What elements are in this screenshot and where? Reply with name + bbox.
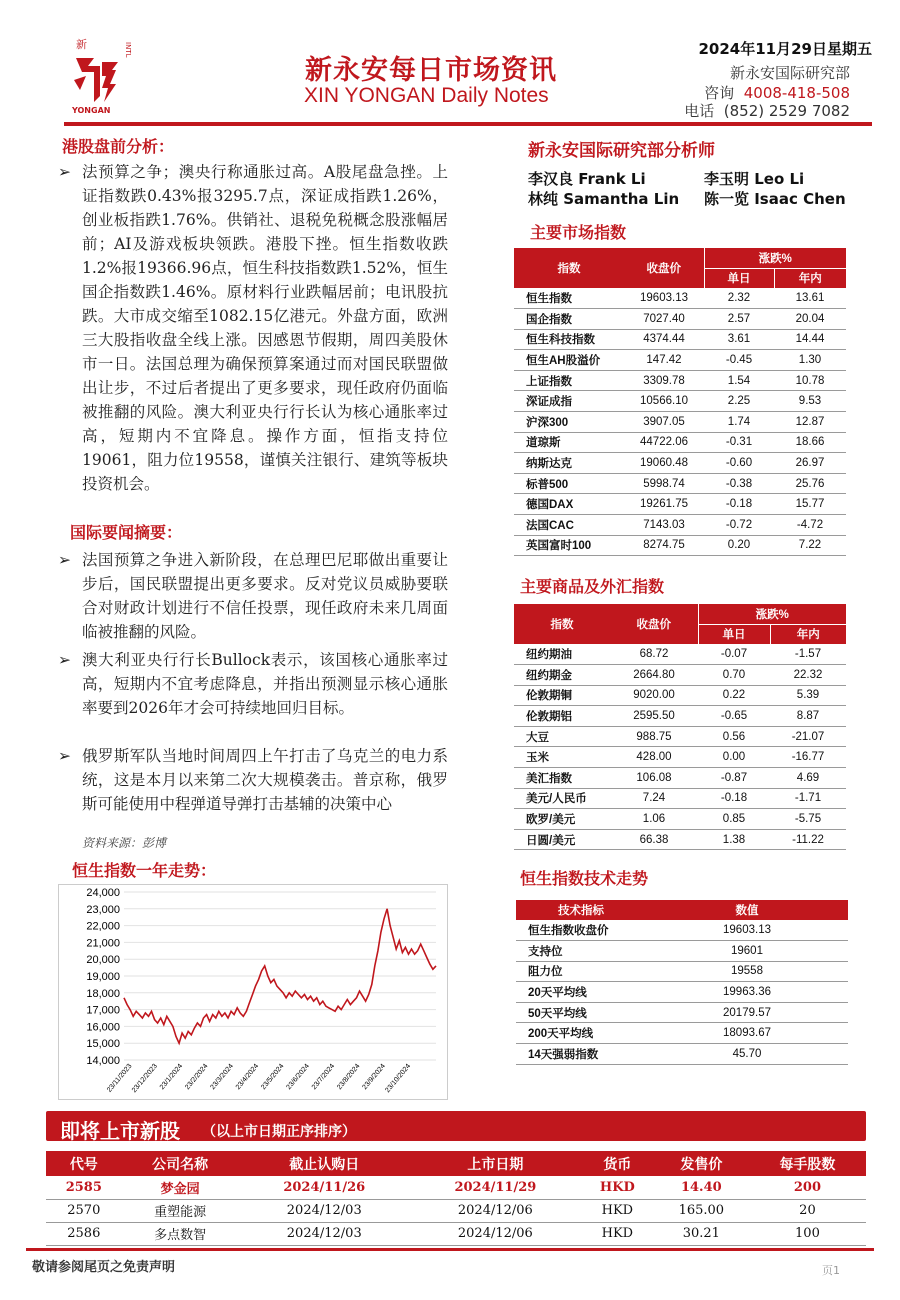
index-name: 德国DAX <box>514 494 624 515</box>
close-value: 9020.00 <box>610 685 698 706</box>
commodities-title: 主要商品及外汇指数 <box>520 577 665 596</box>
indicator-name: 恒生指数收盘价 <box>516 920 646 941</box>
col-header-change: 涨跌% <box>704 248 846 268</box>
close-value: 4374.44 <box>624 329 704 350</box>
y-tick-label: 16,000 <box>86 1021 120 1034</box>
ipo-col-header: 货币 <box>581 1151 654 1176</box>
y-tick-label: 17,000 <box>86 1004 120 1017</box>
day-change: 2.32 <box>704 288 774 309</box>
ipo-cell: 2024/12/03 <box>239 1199 410 1222</box>
bullet-arrow-icon: ➢ <box>58 551 71 569</box>
ytd-change: 4.69 <box>770 768 846 789</box>
ipo-cell: 20 <box>749 1199 866 1222</box>
table-row <box>516 941 848 962</box>
phone-number: (852) 2529 7082 <box>723 102 850 120</box>
table-row <box>516 961 848 982</box>
ytd-change: 9.53 <box>774 391 846 412</box>
table-row <box>514 453 846 474</box>
ytd-change: 26.97 <box>774 453 846 474</box>
close-value: 428.00 <box>610 747 698 768</box>
close-value: 5998.74 <box>624 473 704 494</box>
logo-text-side: INTL <box>124 42 132 58</box>
ytd-change: -11.22 <box>770 829 846 850</box>
day-change: -0.18 <box>698 788 770 809</box>
table-row <box>514 747 846 768</box>
index-name: 深证成指 <box>514 391 624 412</box>
index-name: 欧罗/美元 <box>514 809 610 830</box>
index-name: 恒生科技指数 <box>514 329 624 350</box>
day-change: -0.87 <box>698 768 770 789</box>
ipo-col-header: 公司名称 <box>122 1151 239 1176</box>
company-logo <box>66 36 134 116</box>
index-name: 恒生AH股溢价 <box>514 350 624 371</box>
close-value: 7143.03 <box>624 515 704 536</box>
close-value: 68.72 <box>610 644 698 665</box>
day-change: -0.72 <box>704 515 774 536</box>
report-title-en: XIN YONGAN Daily Notes <box>304 84 549 107</box>
ipo-cell: 2570 <box>46 1199 122 1222</box>
x-tick-label: 23/8/2024 <box>336 1062 362 1092</box>
col-header-close: 收盘价 <box>624 248 704 288</box>
close-value: 7027.40 <box>624 309 704 330</box>
report-title-cn: 新永安每日市场资讯 <box>305 55 557 86</box>
bullet-arrow-icon: ➢ <box>58 163 71 181</box>
x-tick-label: 23/4/2024 <box>234 1062 261 1092</box>
table-row <box>514 706 846 727</box>
ipo-cell: 100 <box>749 1222 866 1245</box>
day-change: 0.22 <box>698 685 770 706</box>
ytd-change: -5.75 <box>770 809 846 830</box>
y-tick-label: 14,000 <box>86 1055 120 1067</box>
disclaimer-note: 敬请参阅尾页之免责声明 <box>32 1260 176 1275</box>
indicator-value: 20179.57 <box>646 1002 848 1023</box>
col-header-index: 指数 <box>514 248 624 288</box>
ipo-row <box>46 1176 866 1199</box>
close-value: 106.08 <box>610 768 698 789</box>
day-change: -0.07 <box>698 644 770 665</box>
x-tick-label: 23/10/2024 <box>384 1062 413 1095</box>
y-tick-label: 19,000 <box>86 971 120 983</box>
ipo-cell: 2024/12/06 <box>410 1199 581 1222</box>
consult-label: 咨询 <box>704 84 735 102</box>
technical-table <box>516 900 848 1065</box>
col-header-close: 收盘价 <box>610 604 698 644</box>
col-header-change: 涨跌% <box>698 604 846 624</box>
hk-analysis-text: 法预算之争；澳央行称通胀过高。A股尾盘急挫。上证指数跌0.43%报3295.7点，深证成指跌1.26%，创业板指跌1.76%。供销社、退税免税概念股涨幅居前；AI及游戏板块领跌。港股下挫。恒生指数收跌1.2%报19366.96点，恒生科技指数跌1.52%，恒生国企指数跌1.46%。原材料行业跌幅居前；电讯股抗跌。大市成交缩至1082.15亿港元。外盘方面，欧洲三大股指收盘全线上涨。因感恩节假期，周四美股休市一日。法国总理为确保预算案通过而对国民联盟做出让步，不过后者提出了更多要求，现任政府仍面临被推翻的风险。澳大利亚央行行长认为核心通胀率过高，短期内不宜降息。操作方面，恒指支持位19061，阻力位19558，谨慎关注银行、建筑等板块投资机会。 <box>82 163 448 493</box>
index-name: 沪深300 <box>514 412 624 433</box>
col-header-day: 单日 <box>698 624 770 644</box>
index-name: 国企指数 <box>514 309 624 330</box>
ipo-cell: 2024/12/03 <box>239 1222 410 1245</box>
intl-news-item <box>58 548 448 644</box>
indicator-name: 200天平均线 <box>516 1023 646 1044</box>
ytd-change: 5.39 <box>770 685 846 706</box>
index-name: 标普500 <box>514 473 624 494</box>
table-row <box>514 329 846 350</box>
ytd-change: 22.32 <box>770 665 846 686</box>
report-date: 2024年11月29日星期五 <box>698 40 872 58</box>
index-name: 恒生指数 <box>514 288 624 309</box>
indicator-value: 45.70 <box>646 1044 848 1065</box>
table-row <box>514 535 846 556</box>
close-value: 66.38 <box>610 829 698 850</box>
index-name: 玉米 <box>514 747 610 768</box>
day-change: -0.38 <box>704 473 774 494</box>
x-tick-label: 23/6/2024 <box>285 1062 311 1092</box>
news-source: 资料来源：彭博 <box>82 836 167 850</box>
phone-line <box>684 100 850 121</box>
table-row <box>514 726 846 747</box>
ipo-cell: 165.00 <box>654 1199 749 1222</box>
analyst-name: 李玉明 Leo Li <box>704 170 805 188</box>
index-name: 日圆/美元 <box>514 829 610 850</box>
analyst-name: 陈一览 Isaac Chen <box>704 190 846 208</box>
col-header-ytd: 年内 <box>774 268 846 288</box>
y-tick-label: 22,000 <box>86 920 120 933</box>
y-tick-label: 20,000 <box>86 954 120 967</box>
table-row <box>514 309 846 330</box>
ytd-change: -21.07 <box>770 726 846 747</box>
col-header-index: 指数 <box>514 604 610 644</box>
day-change: -0.60 <box>704 453 774 474</box>
table-row <box>514 370 846 391</box>
table-row <box>514 473 846 494</box>
index-name: 英国富时100 <box>514 535 624 556</box>
ipo-cell: 200 <box>749 1176 866 1199</box>
x-tick-label: 23/9/2024 <box>361 1062 387 1092</box>
indicator-name: 14天强弱指数 <box>516 1044 646 1065</box>
indicator-value: 19558 <box>646 961 848 982</box>
table-row <box>514 829 846 850</box>
table-row <box>514 644 846 665</box>
ipo-cell: 多点数智 <box>122 1222 239 1245</box>
ipo-cell: 重塑能源 <box>122 1199 239 1222</box>
col-header-day: 单日 <box>704 268 774 288</box>
day-change: 0.85 <box>698 809 770 830</box>
ytd-change: -16.77 <box>770 747 846 768</box>
close-value: 2595.50 <box>610 706 698 727</box>
analyst-name: 林纯 Samantha Lin <box>528 190 680 208</box>
index-name: 大豆 <box>514 726 610 747</box>
ipo-cell: HKD <box>581 1176 654 1199</box>
indicator-value: 19603.13 <box>646 920 848 941</box>
x-tick-label: 23/5/2024 <box>260 1062 286 1092</box>
y-tick-label: 23,000 <box>86 903 120 916</box>
close-value: 19261.75 <box>624 494 704 515</box>
organization-name: 新永安国际研究部 <box>729 64 850 82</box>
day-change: 0.70 <box>698 665 770 686</box>
commodities-table <box>514 604 846 850</box>
y-tick-label: 15,000 <box>86 1038 120 1051</box>
close-value: 147.42 <box>624 350 704 371</box>
y-tick-label: 24,000 <box>86 887 120 899</box>
index-name: 道琼斯 <box>514 432 624 453</box>
ytd-change: -1.57 <box>770 644 846 665</box>
page-number: 页1 <box>822 1264 840 1277</box>
close-value: 2664.80 <box>610 665 698 686</box>
day-change: 0.20 <box>704 535 774 556</box>
intl-news-item <box>58 648 448 720</box>
ipo-row <box>46 1222 866 1245</box>
x-tick-label: 23/1/2024 <box>158 1062 185 1092</box>
ipo-cell: HKD <box>581 1222 654 1245</box>
day-change: 1.74 <box>704 412 774 433</box>
day-change: 0.56 <box>698 726 770 747</box>
hk-analysis-paragraph <box>58 160 448 496</box>
ipo-cell: 2024/11/26 <box>239 1176 410 1199</box>
day-change: 2.25 <box>704 391 774 412</box>
table-row <box>516 1023 848 1044</box>
ipo-cell: 2586 <box>46 1222 122 1245</box>
indicator-name: 支持位 <box>516 941 646 962</box>
table-row <box>514 391 846 412</box>
ytd-change: 10.78 <box>774 370 846 391</box>
index-name: 美汇指数 <box>514 768 610 789</box>
close-value: 10566.10 <box>624 391 704 412</box>
close-value: 44722.06 <box>624 432 704 453</box>
ytd-change: 18.66 <box>774 432 846 453</box>
table-row <box>514 665 846 686</box>
ytd-change: 12.87 <box>774 412 846 433</box>
ytd-change: -4.72 <box>774 515 846 536</box>
table-row <box>514 494 846 515</box>
header-divider <box>64 122 872 126</box>
bullet-arrow-icon: ➢ <box>58 747 71 765</box>
ipo-col-header: 每手股数 <box>749 1151 866 1176</box>
col-header-ytd: 年内 <box>770 624 846 644</box>
y-tick-label: 21,000 <box>86 937 120 950</box>
hk-analysis-title: 港股盘前分析： <box>62 137 175 156</box>
table-row <box>514 768 846 789</box>
footer-divider <box>26 1248 874 1251</box>
ytd-change: 13.61 <box>774 288 846 309</box>
indicator-name: 阻力位 <box>516 961 646 982</box>
table-row <box>516 1002 848 1023</box>
x-tick-label: 23/12/2023 <box>130 1062 159 1095</box>
ipo-col-header: 上市日期 <box>410 1151 581 1176</box>
ytd-change: 7.22 <box>774 535 846 556</box>
ipo-cell: 梦金园 <box>122 1176 239 1199</box>
ytd-change: 15.77 <box>774 494 846 515</box>
table-row <box>514 350 846 371</box>
x-tick-label: 23/2/2024 <box>184 1062 210 1092</box>
col-header-value: 数值 <box>646 900 848 920</box>
index-name: 法国CAC <box>514 515 624 536</box>
ytd-change: 14.44 <box>774 329 846 350</box>
intl-news-text: 法国预算之争进入新阶段，在总理巴尼耶做出重要让步后，国民联盟提出更多要求。反对党议员威胁要联合对财政计划进行不信任投票，现任政府未来几周面临被推翻的风险。 <box>82 551 448 641</box>
close-value: 19060.48 <box>624 453 704 474</box>
close-value: 3309.78 <box>624 370 704 391</box>
phone-label: 电话 <box>684 102 715 120</box>
intl-news-item <box>58 744 448 816</box>
day-change: -0.18 <box>704 494 774 515</box>
consult-number: 4008-418-508 <box>743 84 850 102</box>
table-row <box>514 788 846 809</box>
intl-news-title: 国际要闻摘要： <box>70 523 183 542</box>
indicator-value: 19601 <box>646 941 848 962</box>
x-tick-label: 23/11/2023 <box>105 1062 134 1094</box>
close-value: 988.75 <box>610 726 698 747</box>
ipo-subtitle: （以上市日期正序排序） <box>202 1124 356 1140</box>
close-value: 1.06 <box>610 809 698 830</box>
col-header-indicator: 技术指标 <box>516 900 646 920</box>
day-change: 3.61 <box>704 329 774 350</box>
indicator-value: 18093.67 <box>646 1023 848 1044</box>
ytd-change: -1.71 <box>770 788 846 809</box>
hsi-one-year-chart <box>58 884 448 1100</box>
table-row <box>516 1044 848 1065</box>
y-tick-label: 18,000 <box>86 987 120 1000</box>
ipo-table <box>46 1151 866 1246</box>
ipo-cell: 14.40 <box>654 1176 749 1199</box>
chart-title: 恒生指数一年走势： <box>72 861 217 880</box>
analysts-title: 新永安国际研究部分析师 <box>528 141 715 161</box>
index-name: 纳斯达克 <box>514 453 624 474</box>
ipo-cell: 2585 <box>46 1176 122 1199</box>
ipo-cell: 30.21 <box>654 1222 749 1245</box>
indicator-name: 50天平均线 <box>516 1002 646 1023</box>
market-indices-title: 主要市场指数 <box>530 223 627 242</box>
ipo-title: 即将上市新股 <box>60 1119 180 1143</box>
intl-news-text: 澳大利亚央行行长Bullock表示，该国核心通胀率过高，短期内不宜考虑降息，并指出预测显示核心通胀率要到2026年才会可持续地回归目标。 <box>82 651 448 717</box>
ytd-change: 20.04 <box>774 309 846 330</box>
ipo-col-header: 截止认购日 <box>239 1151 410 1176</box>
logo-text-top: 新 <box>76 38 87 51</box>
index-name: 伦敦期铜 <box>514 685 610 706</box>
ipo-cell: 2024/12/06 <box>410 1222 581 1245</box>
day-change: -0.65 <box>698 706 770 727</box>
index-name: 上证指数 <box>514 370 624 391</box>
day-change: 1.54 <box>704 370 774 391</box>
intl-news-text: 俄罗斯军队当地时间周四上午打击了乌克兰的电力系统，这是本月以来第二次大规模袭击。普京称，俄罗斯可能使用中程弹道导弹打击基辅的决策中心 <box>82 747 448 813</box>
index-name: 纽约期油 <box>514 644 610 665</box>
close-value: 8274.75 <box>624 535 704 556</box>
day-change: -0.31 <box>704 432 774 453</box>
table-row <box>514 432 846 453</box>
day-change: -0.45 <box>704 350 774 371</box>
table-row <box>516 982 848 1003</box>
table-row <box>514 412 846 433</box>
day-change: 1.38 <box>698 829 770 850</box>
table-row <box>514 685 846 706</box>
day-change: 0.00 <box>698 747 770 768</box>
index-name: 纽约期金 <box>514 665 610 686</box>
market-indices-table <box>514 248 846 556</box>
indicator-name: 20天平均线 <box>516 982 646 1003</box>
close-value: 19603.13 <box>624 288 704 309</box>
analyst-name: 李汉良 Frank Li <box>528 170 646 188</box>
table-row <box>514 515 846 536</box>
index-name: 美元/人民币 <box>514 788 610 809</box>
table-row <box>514 809 846 830</box>
technical-title: 恒生指数技术走势 <box>520 869 649 888</box>
bullet-arrow-icon: ➢ <box>58 651 71 669</box>
day-change: 2.57 <box>704 309 774 330</box>
logo-text-bottom: YONGAN <box>72 106 111 115</box>
x-tick-label: 23/7/2024 <box>310 1062 337 1092</box>
table-row <box>514 288 846 309</box>
ipo-cell: HKD <box>581 1199 654 1222</box>
table-row <box>516 920 848 941</box>
close-value: 3907.05 <box>624 412 704 433</box>
ytd-change: 25.76 <box>774 473 846 494</box>
x-tick-label: 23/3/2024 <box>209 1062 235 1092</box>
ytd-change: 1.30 <box>774 350 846 371</box>
ipo-row <box>46 1199 866 1222</box>
ipo-col-header: 发售价 <box>654 1151 749 1176</box>
ipo-col-header: 代号 <box>46 1151 122 1176</box>
ipo-cell: 2024/11/29 <box>410 1176 581 1199</box>
indicator-value: 19963.36 <box>646 982 848 1003</box>
close-value: 7.24 <box>610 788 698 809</box>
index-name: 伦敦期铝 <box>514 706 610 727</box>
ytd-change: 8.87 <box>770 706 846 727</box>
